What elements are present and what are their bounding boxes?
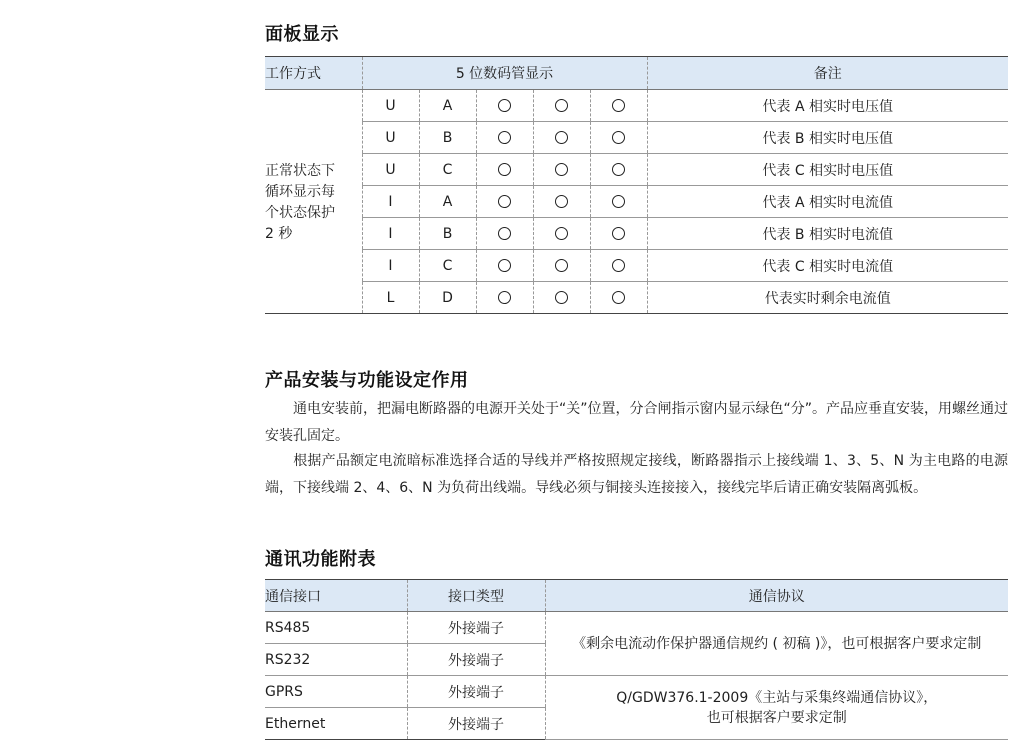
circle-icon (555, 227, 568, 240)
circle-icon (555, 131, 568, 144)
protocol-cell: 《剩余电流动作保护器通信规约 ( 初稿 )》，也可根据客户要求定制 (545, 612, 1008, 676)
wiring-paragraph-text: 根据产品额定电流暗标准选择合适的导线并严格按照规定接线，断路器指示上接线端 1、3、5、N 为主电路的电源端，下接线端 2、4、6、N 为负荷出线端。导线必须与铜接头连接接入，接线完毕后请正确安装隔离弧板。 (265, 453, 1008, 496)
iface-cell: GPRS (265, 676, 407, 708)
digit-5 (590, 122, 647, 154)
digit-1: I (362, 250, 419, 282)
header-mode: 工作方式 (265, 57, 362, 90)
circle-icon (555, 259, 568, 272)
circle-icon (498, 195, 511, 208)
table-row (265, 218, 1008, 250)
comm-section-title: 通讯功能附表 (265, 549, 376, 570)
table-row (265, 612, 1008, 644)
digit-1: U (362, 90, 419, 122)
circle-icon (612, 291, 625, 304)
type-cell: 外接端子 (407, 612, 545, 644)
install-paragraph-text: 通电安装前，把漏电断路器的电源开关处于“关”位置，分合闸指示窗内显示绿色“分”。产品应垂直安装，用螺丝通过安装孔固定。 (265, 401, 1009, 444)
circle-icon (498, 131, 511, 144)
header-iface: 通信接口 (265, 580, 407, 612)
circle-icon (612, 227, 625, 240)
digit-4 (533, 282, 590, 314)
wiring-paragraph (265, 448, 1008, 502)
digit-3 (476, 250, 533, 282)
digit-4 (533, 186, 590, 218)
circle-icon (498, 99, 511, 112)
digit-3 (476, 218, 533, 250)
digit-5 (590, 282, 647, 314)
digit-1: L (362, 282, 419, 314)
digit-5 (590, 250, 647, 282)
iface-cell: RS485 (265, 612, 407, 644)
digit-3 (476, 122, 533, 154)
digit-4 (533, 250, 590, 282)
table-row (265, 282, 1008, 314)
digit-5 (590, 90, 647, 122)
circle-icon (555, 163, 568, 176)
table-row (265, 154, 1008, 186)
type-cell: 外接端子 (407, 708, 545, 740)
circle-icon (612, 99, 625, 112)
mode-line: 正常状态下 (265, 162, 335, 179)
header-type: 接口类型 (407, 580, 545, 612)
digit-5 (590, 154, 647, 186)
digit-3 (476, 90, 533, 122)
circle-icon (612, 195, 625, 208)
install-paragraph (265, 396, 1008, 450)
table-row (265, 90, 1008, 122)
digit-4 (533, 218, 590, 250)
note-cell: 代表 C 相实时电压值 (647, 154, 1008, 186)
mode-line: 循环显示每 (265, 183, 335, 200)
note-cell: 代表实时剩余电流值 (647, 282, 1008, 314)
panel-table-header (265, 57, 1008, 90)
note-cell: 代表 C 相实时电流值 (647, 250, 1008, 282)
table-row (265, 186, 1008, 218)
digit-5 (590, 186, 647, 218)
table-row (265, 676, 1008, 708)
note-cell: 代表 A 相实时电流值 (647, 186, 1008, 218)
protocol-line: 也可根据客户要求定制 (706, 709, 847, 726)
digit-3 (476, 154, 533, 186)
circle-icon (612, 259, 625, 272)
header-note: 备注 (647, 57, 1008, 90)
comm-table-header (265, 580, 1008, 612)
circle-icon (555, 99, 568, 112)
digit-2: B (419, 218, 476, 250)
circle-icon (498, 259, 511, 272)
header-protocol: 通信协议 (545, 580, 1008, 612)
install-section-title: 产品安装与功能设定作用 (265, 370, 469, 391)
mode-cell (265, 90, 362, 314)
digit-3 (476, 282, 533, 314)
note-cell: 代表 B 相实时电压值 (647, 122, 1008, 154)
circle-icon (555, 291, 568, 304)
digit-2: C (419, 250, 476, 282)
digit-4 (533, 122, 590, 154)
type-cell: 外接端子 (407, 644, 545, 676)
digit-2: C (419, 154, 476, 186)
protocol-cell (545, 676, 1008, 740)
digit-5 (590, 218, 647, 250)
circle-icon (555, 195, 568, 208)
digit-2: A (419, 90, 476, 122)
panel-display-table (265, 56, 1008, 314)
note-cell: 代表 A 相实时电压值 (647, 90, 1008, 122)
digit-1: I (362, 186, 419, 218)
note-cell: 代表 B 相实时电流值 (647, 218, 1008, 250)
digit-1: U (362, 122, 419, 154)
circle-icon (612, 163, 625, 176)
panel-section-title: 面板显示 (265, 24, 339, 45)
table-row (265, 122, 1008, 154)
digit-1: I (362, 218, 419, 250)
protocol-line: Q/GDW376.1-2009《主站与采集终端通信协议》， (616, 689, 938, 706)
digit-2: A (419, 186, 476, 218)
digit-2: D (419, 282, 476, 314)
digit-4 (533, 90, 590, 122)
digit-4 (533, 154, 590, 186)
circle-icon (498, 291, 511, 304)
type-cell: 外接端子 (407, 676, 545, 708)
digit-2: B (419, 122, 476, 154)
circle-icon (498, 227, 511, 240)
table-row (265, 250, 1008, 282)
circle-icon (498, 163, 511, 176)
digit-3 (476, 186, 533, 218)
comm-function-table (265, 579, 1008, 740)
circle-icon (612, 131, 625, 144)
digit-1: U (362, 154, 419, 186)
mode-line: 个状态保护 (265, 204, 335, 221)
header-display: 5 位数码管显示 (362, 57, 647, 90)
iface-cell: RS232 (265, 644, 407, 676)
iface-cell: Ethernet (265, 708, 407, 740)
mode-line: 2 秒 (265, 225, 293, 242)
